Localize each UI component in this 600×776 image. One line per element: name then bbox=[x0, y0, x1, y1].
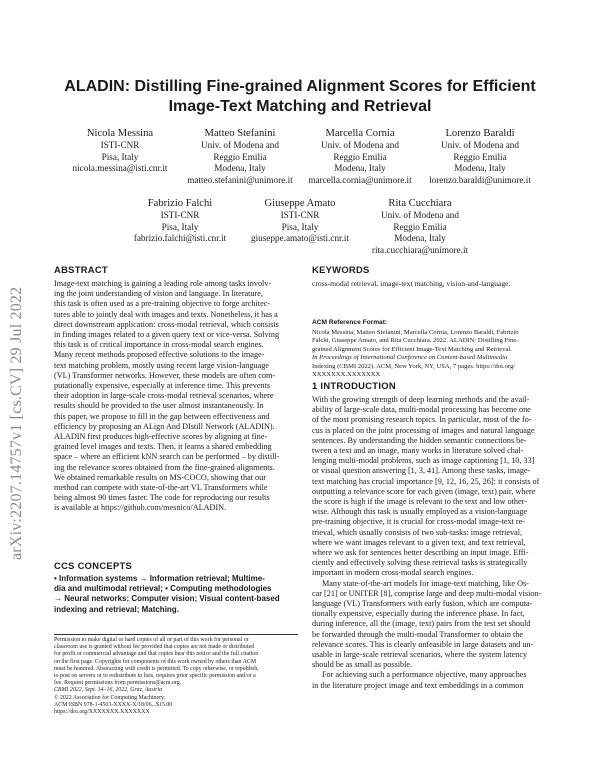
author-location: Pisa, Italy bbox=[281, 221, 319, 232]
abstract-line: efficiency by proposing an ALign And DIstill Network (ALADIN). bbox=[54, 421, 275, 431]
author-block bbox=[420, 127, 540, 186]
intro-line: relevance scores. This is clearly unfeasible in large datasets and un- bbox=[312, 639, 534, 649]
introduction-body bbox=[312, 395, 558, 691]
acm-ref-line: grained Alignment Scores for Efficient Image-Text Matching and Retrieval. bbox=[312, 345, 512, 353]
author-name: Rita Cucchiara bbox=[388, 198, 452, 209]
intro-line: lenging multi-modal problems, such as image captioning [1, 10, 33] bbox=[312, 456, 535, 466]
ccs-line: indexing and retrieval; Matching. bbox=[54, 604, 179, 614]
author-email[interactable]: lorenzo.baraldi@unimore.it bbox=[429, 174, 531, 185]
abstract-line: We obtained remarkable results on MS-COCO, showing that our bbox=[54, 472, 266, 482]
intro-line: should be as small as possible. bbox=[312, 660, 413, 670]
acm-ref-line: Indexing (CBMI 2022). ACM, New York, NY, USA, 7 pages. https://doi.org/ bbox=[312, 362, 516, 370]
permission-line: must be honored. Abstracting with credit is permitted. To copy otherwise, or republish, bbox=[54, 665, 259, 672]
isbn-line: ACM ISBN 978-1-4503-XXXX-X/18/06...$15.00 bbox=[54, 701, 173, 708]
intro-line: ability of large-scale data, multi-modal processing has become one bbox=[312, 405, 531, 415]
keywords-text: cross-modal retrieval, image-text matching, vision-and-language. bbox=[312, 279, 511, 288]
permission-line: to post on servers or to redistribute to lists, requires prior specific permission and/or a bbox=[54, 673, 256, 680]
acm-ref-line: Nicola Messina, Matteo Stefanini, Marcella Cornia, Lorenzo Baraldi, Fabrizio bbox=[312, 329, 519, 336]
intro-line: in the literature project image and text embeddings in a common bbox=[312, 680, 524, 690]
author-email[interactable]: nicola.messina@isti.cnr.it bbox=[72, 163, 168, 174]
intro-line: the score is high if the image is relevant to the text and low other- bbox=[312, 497, 527, 507]
acm-reference bbox=[312, 329, 558, 379]
intro-line: where we want images relevant to a given text, and text retrieval, bbox=[312, 537, 526, 547]
acm-ref-heading: ACM Reference Format: bbox=[312, 319, 388, 326]
intro-line: Many state-of-the-art models for image-text matching, like Os- bbox=[322, 578, 529, 588]
author-name: Lorenzo Baraldi bbox=[445, 128, 515, 139]
author-affiliation: Reggio Emilia bbox=[453, 151, 507, 162]
abstract-line: space – where an efficient kNN search can be performed – by distill- bbox=[54, 452, 280, 462]
abstract-line: putationally expensive, especially at inference time. This prevents bbox=[54, 381, 271, 391]
abstract-line: results should be provided to the user almost instantaneously. In bbox=[54, 401, 264, 411]
author-name: Fabrizio Falchi bbox=[147, 198, 213, 209]
title-line-2: Image-Text Matching and Retrieval bbox=[168, 98, 432, 115]
intro-line: where we ask for sentences better describing an input image. Effi- bbox=[312, 548, 529, 558]
abstract-line: this task is of critical importance in cross-modal search engines. bbox=[54, 340, 264, 350]
ccs-concepts bbox=[54, 574, 298, 615]
author-affiliation: Univ. of Modena and bbox=[381, 210, 459, 220]
author-email[interactable]: fabrizio.falchi@isti.cnr.it bbox=[133, 233, 227, 244]
keywords-heading: KEYWORDS bbox=[312, 264, 370, 275]
acm-ref-line: XXXXXXX.XXXXXXX bbox=[312, 371, 381, 379]
abstract-line: their adoption in large-scale cross-modal retrieval scenarios, where bbox=[54, 391, 274, 401]
abstract-body bbox=[54, 279, 298, 514]
intro-line: outputting a relevance score for each given (image, text) pair, where bbox=[312, 486, 536, 496]
author-name: Giuseppe Amato bbox=[264, 198, 336, 209]
paper-title bbox=[40, 77, 560, 117]
author-affiliation: Reggio Emilia bbox=[393, 221, 447, 232]
abstract-line: ing the joint understanding of vision and language. In literature, bbox=[54, 289, 263, 299]
author-email[interactable]: marcella.cornia@unimore.it bbox=[308, 174, 412, 185]
intro-line: be forwarded through the multi-modal Transformer to obtain the bbox=[312, 629, 524, 639]
author-affiliation: Univ. of Modena and bbox=[321, 140, 399, 150]
permission-line: on the first page. Copyrights for components of this work owned by others than ACM bbox=[54, 658, 257, 665]
intro-line: usable in large-scale retrieval scenarios, where the system latency bbox=[312, 650, 528, 660]
ccs-line: • Information systems → Information retrieval; Multime- bbox=[54, 574, 265, 583]
ccs-line: → Neural networks; Computer vision; Visual content-based bbox=[54, 594, 280, 604]
author-block bbox=[120, 197, 240, 245]
author-affiliation: ISTI-CNR bbox=[100, 140, 140, 150]
abstract-line: ALADIN first produces high-effective scores by aligning at fine- bbox=[54, 432, 268, 442]
introduction-heading: 1 INTRODUCTION bbox=[312, 380, 396, 391]
intro-line: cus is placed on the joint processing of images and natural language bbox=[312, 425, 535, 435]
permission-line: classroom use is granted without fee provided that copies are not made or distributed bbox=[54, 644, 255, 651]
author-location: Modena, Italy bbox=[454, 163, 506, 174]
title-line-1: ALADIN: Distilling Fine-grained Alignment Scores for Efficient bbox=[64, 78, 536, 95]
acm-ref-line: Falchi, Giuseppe Amato, and Rita Cucchiara. 2022. ALADIN: Distilling Fine- bbox=[312, 337, 519, 345]
abstract-line: text matching problem, mostly using recent large vision-language bbox=[54, 360, 269, 370]
author-email[interactable]: giuseppe.amato@isti.cnr.it bbox=[250, 233, 350, 244]
abstract-heading: ABSTRACT bbox=[54, 264, 108, 275]
permission-line: Permission to make digital or hard copies of all or part of this work for personal or bbox=[54, 637, 249, 643]
abstract-line: in finding images related to a given query text or vice-versa. Solving bbox=[54, 330, 280, 340]
abstract-line: this task is often used as a pre-training objective to forge architec- bbox=[54, 299, 271, 309]
conference-line: CBMI 2022, Sept. 14–16, 2022, Graz, Austria bbox=[54, 687, 163, 694]
abstract-line: tures able to jointly deal with images and texts. Nonetheless, it has a bbox=[54, 309, 278, 319]
permission-line: fee. Request permissions from permissions@acm.org. bbox=[54, 680, 182, 687]
intro-line: text matching has crucial importance [9, 12, 16, 25, 26]: it consists of bbox=[312, 476, 540, 486]
intro-line: pre-training objective, it is crucial for cross-modal image-text re- bbox=[312, 517, 526, 527]
author-location: Pisa, Italy bbox=[101, 151, 139, 162]
author-name: Nicola Messina bbox=[86, 128, 154, 139]
abstract-line: is available at https://github.com/mesnico/ALADIN. bbox=[54, 503, 227, 513]
abstract-line: ing the relevance scores obtained from the fine-grained alignments. bbox=[54, 462, 275, 472]
permission-notice bbox=[54, 637, 298, 716]
abstract-line: Image-text matching is gaining a leading role among tasks involv- bbox=[54, 279, 272, 288]
author-location: Pisa, Italy bbox=[161, 221, 199, 232]
copyright-line: © 2022 Association for Computing Machinery. bbox=[54, 694, 166, 701]
permission-line: for profit or commercial advantage and that copies bear this notice and the full citation bbox=[54, 651, 259, 658]
author-block bbox=[360, 197, 480, 256]
intro-line: wise. Although this task is usually employed as a vision-language bbox=[312, 507, 528, 517]
author-location: Modena, Italy bbox=[394, 233, 446, 244]
abstract-line: (VL) Transformer networks. However, these models are often com- bbox=[54, 370, 276, 380]
intro-line: during inference, all the (image, text) pairs from the test set should bbox=[312, 619, 531, 629]
abstract-line: direct downstream application: cross-modal retrieval, which consists bbox=[54, 319, 279, 329]
acm-ref-line: In Proceedings of International Conference on Content-based Multimedia bbox=[312, 354, 508, 362]
author-block bbox=[180, 127, 300, 186]
abstract-line: method can compete with state-of-the-art VL Transformers while bbox=[54, 483, 268, 493]
author-block bbox=[60, 127, 180, 175]
author-affiliation: Univ. of Modena and bbox=[441, 140, 519, 150]
ccs-line: dia and multimodal retrieval; • Computing methodologies bbox=[54, 584, 272, 594]
author-location: Modena, Italy bbox=[214, 163, 266, 174]
intro-line: trieval, which usually consists of two sub-tasks: image retrieval, bbox=[312, 527, 523, 537]
intro-line: of the most promising research topics. In particular, most of the fo- bbox=[312, 415, 532, 425]
author-name: Marcella Cornia bbox=[325, 128, 395, 139]
intro-line: ciently and effectively solving these retrieval tasks is strategically bbox=[312, 558, 528, 568]
intro-line: important in modern cross-modal search engines. bbox=[312, 568, 474, 578]
author-affiliation: ISTI-CNR bbox=[160, 210, 200, 220]
intro-line: tween a text and an image, many works in literature solved chal- bbox=[312, 446, 524, 456]
author-affiliation: Reggio Emilia bbox=[333, 151, 387, 162]
author-affiliation: ISTI-CNR bbox=[280, 210, 320, 220]
intro-line: sentences. By understanding the hidden semantic connections be- bbox=[312, 435, 527, 445]
abstract-line: this paper, we propose to fill in the gap between effectiveness and bbox=[54, 411, 270, 421]
intro-line: tionally expensive, especially during the inference phase. In fact, bbox=[312, 609, 525, 619]
author-email[interactable]: matteo.stefanini@unimore.it bbox=[187, 174, 293, 185]
intro-line: language (VL) Transformers with early fusion, which are computa- bbox=[312, 599, 533, 609]
author-location: Modena, Italy bbox=[334, 163, 386, 174]
author-affiliation: Univ. of Modena and bbox=[201, 140, 279, 150]
author-name: Matteo Stefanini bbox=[204, 128, 276, 139]
author-email[interactable]: rita.cucchiara@unimore.it bbox=[371, 244, 469, 255]
abstract-line: being almost 90 times faster. The code for reproducing our results bbox=[54, 493, 270, 503]
author-affiliation: Reggio Emilia bbox=[213, 151, 267, 162]
author-block bbox=[300, 127, 420, 186]
intro-line: With the growing strength of deep learning methods and the avail- bbox=[312, 395, 530, 404]
abstract-line: grained level images and texts. Then, it learns a shared embedding bbox=[54, 442, 272, 452]
author-block bbox=[240, 197, 360, 245]
intro-line: or visual question answering [1, 3, 41]. Among these tasks, image- bbox=[312, 466, 531, 476]
footnote-rule bbox=[54, 634, 298, 635]
arxiv-stamp: arXiv:2207.14757v1 [cs.CV] 29 Jul 2022 bbox=[8, 286, 25, 560]
ccs-heading: CCS CONCEPTS bbox=[54, 560, 133, 571]
abstract-line: Many recent methods proposed effective solutions to the image- bbox=[54, 350, 265, 360]
intro-line: For achieving such a performance objective, many approaches bbox=[322, 670, 527, 680]
intro-line: car [21] or UNITER [8], comprise large and deep multi-modal vision- bbox=[312, 588, 542, 598]
doi-link[interactable]: https://doi.org/XXXXXXX.XXXXXXX bbox=[54, 709, 150, 716]
